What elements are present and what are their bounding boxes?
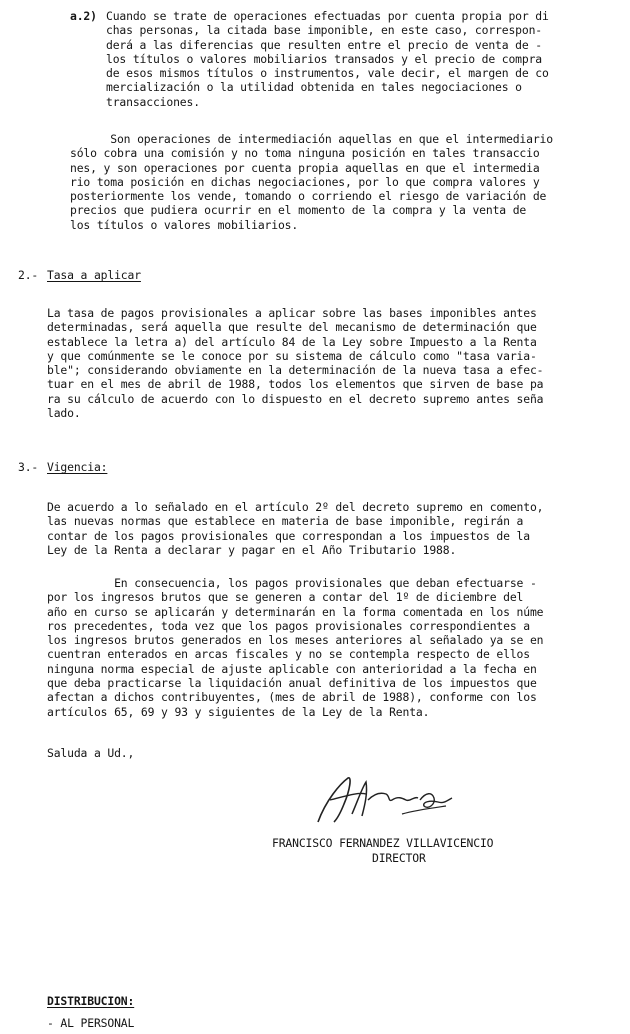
intermediacion-paragraph bbox=[70, 132, 553, 232]
intermediacion-line: precios que pudiera ocurrir en el momento de la compra y la venta de bbox=[70, 203, 527, 218]
section-2-line: determinadas, será aquella que resulte del mecanismo de determinación que bbox=[47, 320, 537, 335]
section-3-p1-line: contar de los pagos provisionales que correspondan a los impuestos de la bbox=[47, 528, 530, 543]
section-3-p2-line: artículos 65, 69 y 93 y siguientes de la Ley de la Renta. bbox=[47, 704, 430, 719]
section-3-p2-line: por los ingresos brutos que se generen a contar del 1º de diciembre del bbox=[47, 590, 524, 605]
section-3-p2-line: cuentran enterados en arcas fiscales y no se contempla respecto de ellos bbox=[47, 647, 530, 662]
distribution-heading: DISTRIBUCION: bbox=[47, 994, 135, 1008]
section-3-p2-line: ninguna norma especial de ajuste aplicable con anterioridad a la fecha en bbox=[47, 661, 537, 676]
section-a2-line: de esos mismos títulos o instrumentos, vale decir, el margen de co bbox=[106, 66, 549, 81]
section-2-line: ra su cálculo de acuerdo con lo dispuesto en el decreto supremo antes seña bbox=[47, 391, 544, 406]
section-2-line: y que comúnmente se le conoce por su sistema de cálculo como "tasa varia- bbox=[47, 348, 537, 363]
section-a2-marker: a.2) bbox=[70, 9, 97, 23]
signatory-name: FRANCISCO FERNANDEZ VILLAVICENCIO bbox=[272, 836, 494, 850]
section-a2-line: chas personas, la citada base imponible, en este caso, correspon- bbox=[106, 23, 543, 38]
distribution-item: - AL PERSONAL bbox=[47, 1016, 135, 1030]
handwritten-signature bbox=[306, 770, 466, 830]
section-2-line: lado. bbox=[47, 406, 81, 421]
section-3-p1-line: las nuevas normas que establece en materia de base imponible, regirán a bbox=[47, 514, 524, 529]
section-2-line: tuar en el mes de abril de 1988, todos los elementos que sirven de base pa bbox=[47, 377, 544, 392]
section-a2-line: transacciones. bbox=[106, 94, 200, 109]
section-3-paragraph-1 bbox=[47, 500, 543, 557]
section-2-title: Tasa a aplicar bbox=[47, 268, 141, 282]
section-3-p2-line: año en curso se aplicarán y determinarán en la forma comentada en los núme bbox=[47, 604, 544, 619]
section-3-p1-line: Ley de la Renta a declarar y pagar en el Año Tributario 1988. bbox=[47, 542, 457, 557]
section-2-line: establece la letra a) del artículo 84 de la Ley sobre Impuesto a la Renta bbox=[47, 334, 537, 349]
section-a2-line: derá a las diferencias que resulten entre el precio de venta de - bbox=[106, 37, 543, 52]
section-2-line: La tasa de pagos provisionales a aplicar sobre las bases imponibles antes bbox=[47, 306, 537, 320]
signatory-title: DIRECTOR bbox=[372, 851, 426, 865]
section-a2-line: mercialización o la utilidad obtenida en tales negociaciones o bbox=[106, 80, 522, 95]
section-a2-line: Cuando se trate de operaciones efectuadas por cuenta propia por di bbox=[106, 9, 549, 23]
intermediacion-line: rio toma posición en dichas negociaciones, por lo que compra valores y bbox=[70, 174, 540, 189]
section-a2-line: los títulos o valores mobiliarios transados y el precio de compra bbox=[106, 51, 543, 66]
section-3-p2-line: En consecuencia, los pagos provisionales que deban efectuarse - bbox=[47, 576, 537, 590]
section-2-body bbox=[47, 306, 543, 420]
intermediacion-line: sólo cobra una comisión y no toma ninguna posición en tales transaccio bbox=[70, 146, 540, 161]
intermediacion-line: nes, y son operaciones por cuenta propia aquellas en que el intermedia bbox=[70, 160, 540, 175]
section-3-p2-line: que deba practicarse la liquidación anual definitiva de los impuestos que bbox=[47, 676, 537, 691]
closing-salutation: Saluda a Ud., bbox=[47, 746, 135, 760]
section-3-title: Vigencia: bbox=[47, 460, 108, 474]
section-3-p2-line: afectan a dichos contribuyentes, (mes de abril de 1988), conforme con los bbox=[47, 690, 537, 705]
intermediacion-line: Son operaciones de intermediación aquellas en que el intermediario bbox=[70, 132, 553, 146]
intermediacion-line: posteriormente los vende, tomando o corriendo el riesgo de variación de bbox=[70, 189, 547, 204]
section-3-p2-line: los ingresos brutos generados en los meses anteriores al señalado ya se en bbox=[47, 633, 544, 648]
section-3-p2-line: ros precedentes, toda vez que los pagos provisionales correspondientes a bbox=[47, 618, 530, 633]
section-3-number: 3.- bbox=[18, 460, 39, 474]
section-2-number: 2.- bbox=[18, 268, 39, 282]
section-3-paragraph-2 bbox=[47, 576, 543, 719]
section-a2-body bbox=[106, 9, 549, 109]
intermediacion-line: los títulos o valores mobiliarios. bbox=[70, 217, 299, 232]
section-2-line: ble"; considerando obviamente en la determinación de la nueva tasa a efec- bbox=[47, 363, 544, 378]
section-3-p1-line: De acuerdo a lo señalado en el artículo 2º del decreto supremo en comento, bbox=[47, 500, 544, 514]
